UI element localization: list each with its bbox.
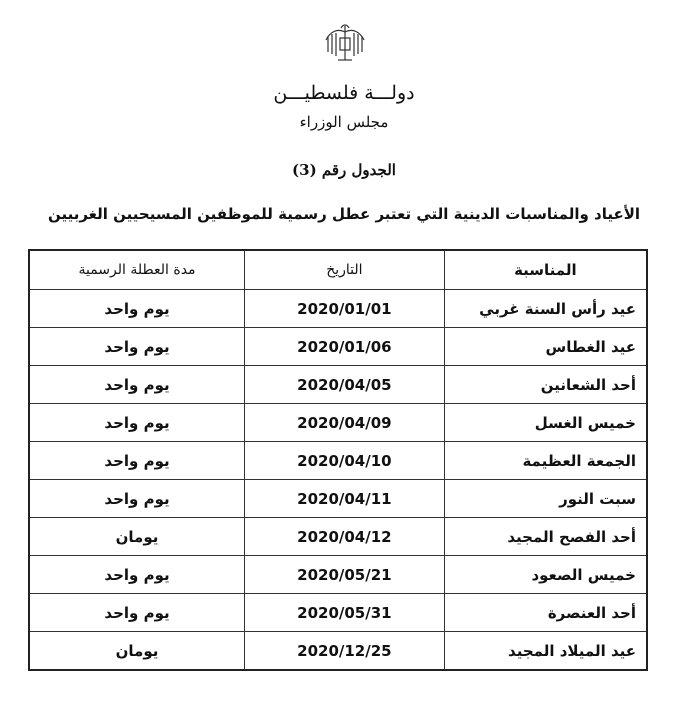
cell-occasion: أحد الفصح المجيد bbox=[444, 518, 647, 556]
date-value: 2020/01/06 bbox=[297, 337, 392, 356]
cell-date bbox=[245, 556, 445, 594]
header-duration: مدة العطلة الرسمية bbox=[29, 250, 245, 290]
cell-occasion: أحد العنصرة bbox=[444, 594, 647, 632]
table-row bbox=[29, 442, 647, 480]
table-row bbox=[29, 404, 647, 442]
cell-duration: يوم واحد bbox=[29, 556, 245, 594]
eagle-emblem-icon bbox=[322, 22, 368, 64]
header-date: التاريخ bbox=[245, 250, 445, 290]
table-header-row bbox=[29, 250, 647, 290]
table-row bbox=[29, 366, 647, 404]
date-value: 2020/05/31 bbox=[297, 603, 392, 622]
date-value: 2020/01/01 bbox=[297, 299, 392, 318]
date-value: 2020/04/09 bbox=[297, 413, 392, 432]
date-value: 2020/04/12 bbox=[297, 527, 392, 546]
cell-duration: يوم واحد bbox=[29, 404, 245, 442]
holidays-table bbox=[28, 249, 648, 671]
cell-duration: يوم واحد bbox=[29, 290, 245, 328]
date-value: 2020/12/25 bbox=[297, 641, 392, 660]
state-name: دولـــة فلسطيـــن bbox=[273, 82, 415, 104]
cell-date bbox=[245, 442, 445, 480]
cell-occasion: خميس الصعود bbox=[444, 556, 647, 594]
cell-date bbox=[245, 290, 445, 328]
cell-date bbox=[245, 518, 445, 556]
table-row bbox=[29, 290, 647, 328]
cell-date bbox=[245, 328, 445, 366]
cell-occasion: أحد الشعانين bbox=[444, 366, 647, 404]
table-row bbox=[29, 556, 647, 594]
cell-occasion: خميس الغسل bbox=[444, 404, 647, 442]
table-row bbox=[29, 480, 647, 518]
cell-date bbox=[245, 594, 445, 632]
cell-date bbox=[245, 632, 445, 671]
cell-duration: يوم واحد bbox=[29, 442, 245, 480]
table-row bbox=[29, 632, 647, 671]
date-value: 2020/04/10 bbox=[297, 451, 392, 470]
cell-duration: يوم واحد bbox=[29, 594, 245, 632]
cell-date bbox=[245, 480, 445, 518]
council-name: مجلس الوزراء bbox=[299, 113, 389, 131]
cell-duration: يومان bbox=[29, 518, 245, 556]
cell-occasion: عيد الغطاس bbox=[444, 328, 647, 366]
date-value: 2020/05/21 bbox=[297, 565, 392, 584]
table-number: الجدول رقم (3) bbox=[292, 161, 396, 179]
cell-duration: يوم واحد bbox=[29, 328, 245, 366]
date-value: 2020/04/11 bbox=[297, 489, 392, 508]
cell-date bbox=[245, 404, 445, 442]
table-row bbox=[29, 518, 647, 556]
header-occasion: المناسبة bbox=[444, 250, 647, 290]
date-value: 2020/04/05 bbox=[297, 375, 392, 394]
cell-occasion: عيد رأس السنة غربي bbox=[444, 290, 647, 328]
cell-duration: يومان bbox=[29, 632, 245, 671]
cell-date bbox=[245, 366, 445, 404]
cell-duration: يوم واحد bbox=[29, 480, 245, 518]
cell-occasion: الجمعة العظيمة bbox=[444, 442, 647, 480]
cell-occasion: عيد الميلاد المجيد bbox=[444, 632, 647, 671]
table-row bbox=[29, 594, 647, 632]
cell-occasion: سبت النور bbox=[444, 480, 647, 518]
table-title: الأعياد والمناسبات الدينية التي تعتبر عطل رسمية للموظفين المسيحيين الغربيين bbox=[47, 205, 641, 223]
cell-duration: يوم واحد bbox=[29, 366, 245, 404]
table-row bbox=[29, 328, 647, 366]
